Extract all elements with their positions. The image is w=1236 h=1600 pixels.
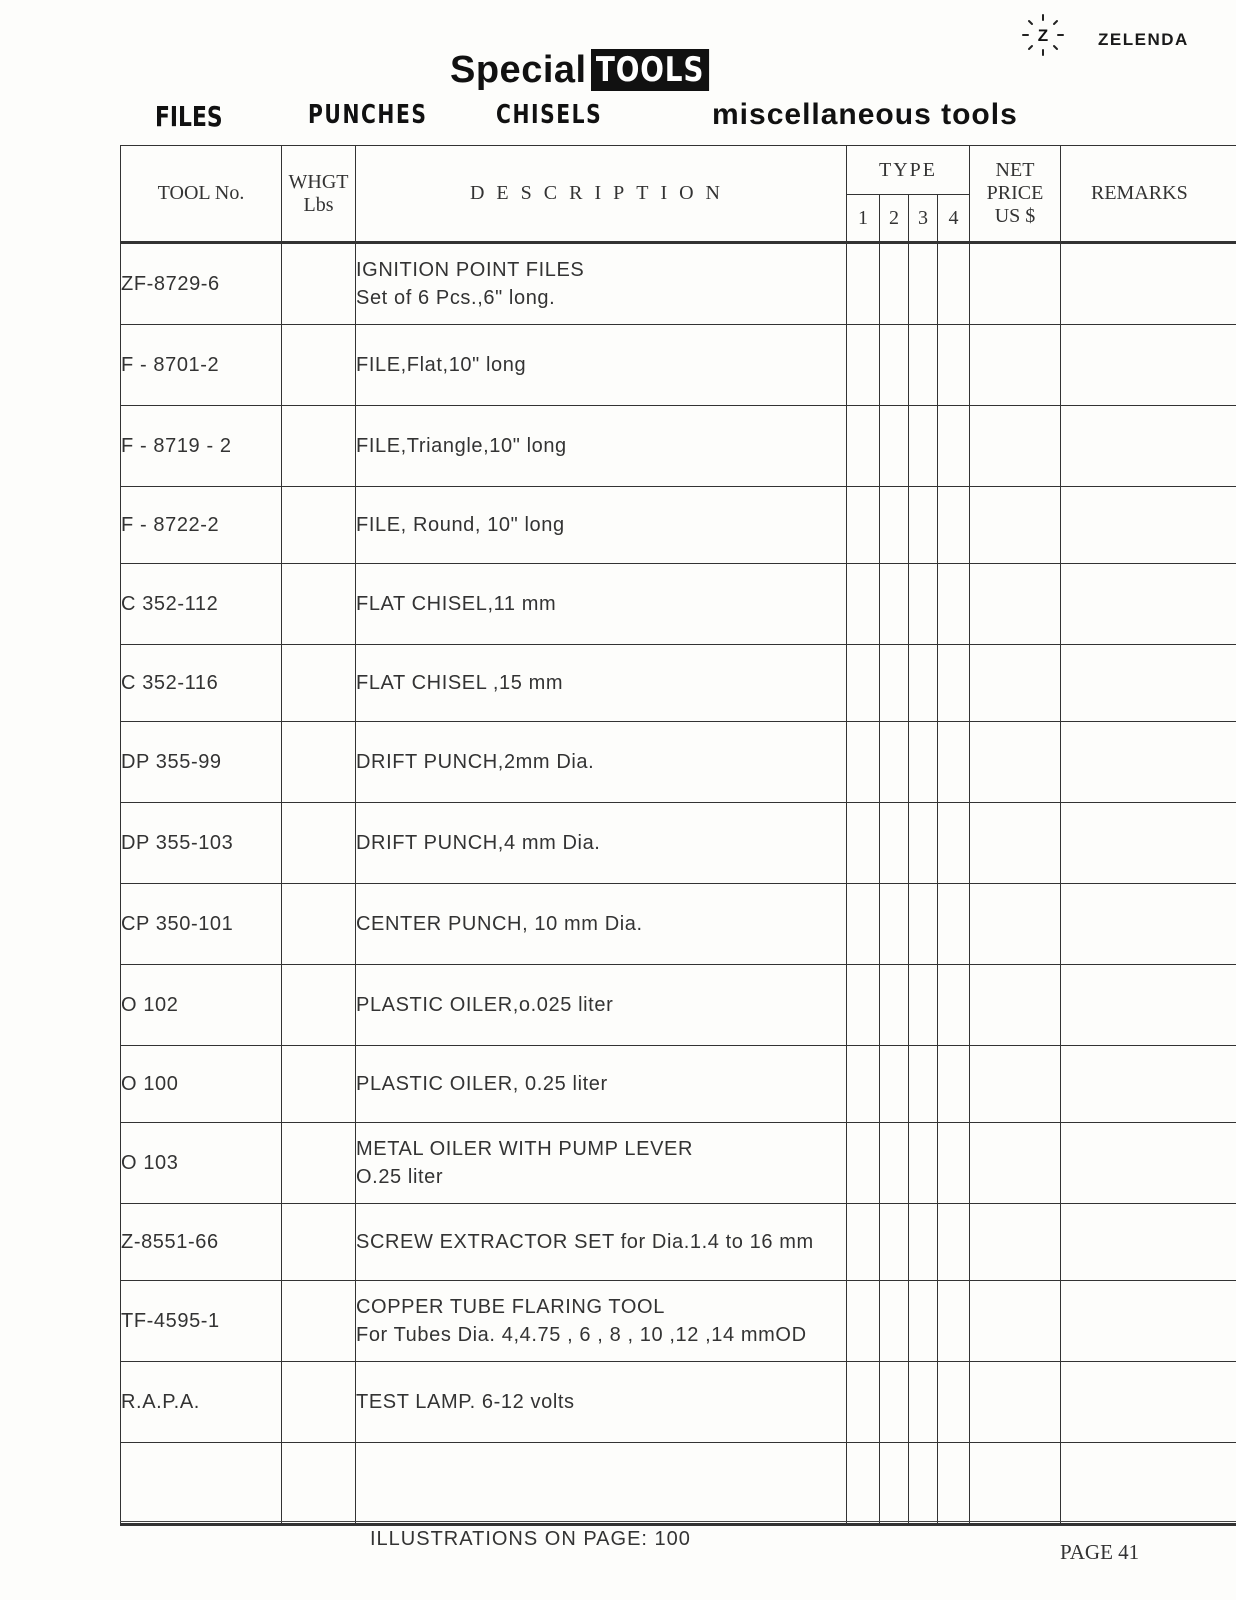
empty-cell (880, 1443, 909, 1525)
cell-tool-no: Z-8551-66 (121, 1204, 282, 1281)
description-line1: DRIFT PUNCH,4 mm Dia. (356, 832, 601, 854)
cell-weight (282, 1362, 356, 1443)
cell-remarks (1061, 1281, 1236, 1362)
page-number: PAGE 41 (1060, 1540, 1140, 1564)
description-line1: DRIFT PUNCH,2mm Dia. (356, 751, 595, 773)
cell-weight (282, 1123, 356, 1204)
cell-description (356, 722, 847, 803)
cell-remarks (1061, 1046, 1236, 1123)
cell-type-1 (847, 1204, 880, 1281)
cell-description (356, 645, 847, 722)
cell-type-2 (880, 1204, 909, 1281)
cell-type-1 (847, 564, 880, 645)
cell-description (356, 325, 847, 406)
cell-type-1 (847, 884, 880, 965)
header-description: DESCRIPTION (356, 146, 847, 243)
table-row-empty (121, 1443, 1236, 1525)
cell-type-3 (909, 487, 938, 564)
description-line1: COPPER TUBE FLARING TOOL (356, 1296, 665, 1318)
cell-remarks (1061, 1362, 1236, 1443)
cell-type-4 (938, 1204, 970, 1281)
cell-weight (282, 487, 356, 564)
cell-description (356, 243, 847, 325)
cell-description (356, 884, 847, 965)
cell-type-1 (847, 803, 880, 884)
footer-illustrations-note: ILLUSTRATIONS ON PAGE: 100 (370, 1528, 691, 1550)
cell-type-4 (938, 645, 970, 722)
header-net-price (970, 146, 1061, 243)
cell-remarks (1061, 243, 1236, 325)
cell-weight (282, 722, 356, 803)
header-type-3: 3 (909, 195, 938, 243)
table-row (121, 564, 1236, 645)
description-line2: For Tubes Dia. 4,4.75 , 6 , 8 , 10 ,12 ,14 mmOD (356, 1324, 807, 1346)
cell-type-1 (847, 325, 880, 406)
cell-tool-no: C 352-112 (121, 564, 282, 645)
cell-weight (282, 564, 356, 645)
cell-remarks (1061, 1204, 1236, 1281)
cell-net-price (970, 803, 1061, 884)
table-row (121, 1123, 1236, 1204)
empty-cell (356, 1443, 847, 1525)
cell-net-price (970, 406, 1061, 487)
cell-type-4 (938, 722, 970, 803)
cell-tool-no: F - 8701-2 (121, 325, 282, 406)
cell-type-1 (847, 487, 880, 564)
cell-description (356, 487, 847, 564)
cell-weight (282, 1204, 356, 1281)
subheading-misc: miscellaneous tools (712, 98, 1018, 131)
cell-type-4 (938, 564, 970, 645)
cell-description (356, 803, 847, 884)
description-line2: O.25 liter (356, 1166, 444, 1188)
cell-remarks (1061, 722, 1236, 803)
cell-remarks (1061, 803, 1236, 884)
cell-type-1 (847, 645, 880, 722)
table-row (121, 487, 1236, 564)
cell-weight (282, 645, 356, 722)
cell-weight (282, 884, 356, 965)
zelenda-sunburst-icon (1020, 12, 1066, 58)
table-row (121, 325, 1236, 406)
cell-net-price (970, 1362, 1061, 1443)
table-row (121, 1204, 1236, 1281)
description-line1: FLAT CHISEL ,15 mm (356, 672, 564, 694)
cell-weight (282, 406, 356, 487)
cell-type-1 (847, 722, 880, 803)
cell-net-price (970, 722, 1061, 803)
cell-description (356, 1204, 847, 1281)
cell-type-4 (938, 1281, 970, 1362)
cell-net-price (970, 645, 1061, 722)
header-tool-no: TOOL No. (121, 146, 282, 243)
header-type: TYPE (847, 146, 970, 195)
cell-type-1 (847, 1281, 880, 1362)
empty-cell (282, 1443, 356, 1525)
cell-description (356, 406, 847, 487)
header-type-4: 4 (938, 195, 970, 243)
table-row (121, 965, 1236, 1046)
cell-net-price (970, 1046, 1061, 1123)
cell-type-4 (938, 965, 970, 1046)
table-row (121, 803, 1236, 884)
cell-type-4 (938, 1123, 970, 1204)
cell-type-3 (909, 803, 938, 884)
cell-type-2 (880, 645, 909, 722)
empty-cell (847, 1443, 880, 1525)
table-row (121, 645, 1236, 722)
cell-tool-no: C 352-116 (121, 645, 282, 722)
cell-net-price (970, 1281, 1061, 1362)
cell-net-price (970, 1123, 1061, 1204)
page-title (450, 46, 735, 94)
cell-type-2 (880, 406, 909, 487)
cell-type-4 (938, 406, 970, 487)
cell-tool-no: O 103 (121, 1123, 282, 1204)
cell-type-2 (880, 487, 909, 564)
title-tools-badge: TOOLS (591, 49, 709, 91)
cell-type-2 (880, 965, 909, 1046)
cell-tool-no: F - 8722-2 (121, 487, 282, 564)
cell-weight (282, 803, 356, 884)
cell-type-2 (880, 243, 909, 325)
table-row (121, 1281, 1236, 1362)
table-row (121, 1046, 1236, 1123)
cell-type-3 (909, 1281, 938, 1362)
cell-type-3 (909, 1204, 938, 1281)
cell-net-price (970, 564, 1061, 645)
header-weight (282, 146, 356, 243)
cell-type-4 (938, 803, 970, 884)
cell-tool-no: R.A.P.A. (121, 1362, 282, 1443)
subheading-chisels: CHISELS (496, 100, 603, 130)
description-line1: FILE, Round, 10" long (356, 514, 565, 536)
cell-net-price (970, 325, 1061, 406)
description-line1: FLAT CHISEL,11 mm (356, 593, 557, 615)
title-special: Special (450, 48, 587, 91)
empty-cell (121, 1443, 282, 1525)
empty-cell (938, 1443, 970, 1525)
description-line1: FILE,Triangle,10" long (356, 435, 567, 457)
cell-type-4 (938, 1362, 970, 1443)
table-row (121, 884, 1236, 965)
cell-type-2 (880, 564, 909, 645)
cell-type-4 (938, 325, 970, 406)
brand-logo (1020, 12, 1236, 62)
cell-type-2 (880, 1046, 909, 1123)
cell-weight (282, 1046, 356, 1123)
description-line1: CENTER PUNCH, 10 mm Dia. (356, 913, 643, 935)
header-remarks: REMARKS (1061, 146, 1236, 243)
table-row (121, 1362, 1236, 1443)
cell-remarks (1061, 406, 1236, 487)
empty-cell (1061, 1443, 1236, 1525)
cell-type-3 (909, 884, 938, 965)
description-line1: IGNITION POINT FILES (356, 259, 585, 281)
cell-type-3 (909, 564, 938, 645)
cell-type-4 (938, 1046, 970, 1123)
cell-tool-no: TF-4595-1 (121, 1281, 282, 1362)
cell-type-3 (909, 1362, 938, 1443)
description-line1: FILE,Flat,10" long (356, 354, 527, 376)
cell-type-1 (847, 965, 880, 1046)
cell-tool-no: ZF-8729-6 (121, 243, 282, 325)
bottom-rule (120, 1521, 1236, 1522)
subheading-punches: PUNCHES (308, 100, 428, 130)
brand-name: ZELENDA (1098, 30, 1189, 49)
logo-mark-letter: Z (1037, 26, 1049, 45)
cell-type-4 (938, 487, 970, 564)
cell-type-1 (847, 1123, 880, 1204)
cell-remarks (1061, 645, 1236, 722)
cell-type-2 (880, 803, 909, 884)
tools-table (120, 145, 1236, 1526)
cell-description (356, 1281, 847, 1362)
header-weight-line1: WHGT (288, 170, 349, 193)
cell-type-2 (880, 1281, 909, 1362)
description-line1: METAL OILER WITH PUMP LEVER (356, 1138, 694, 1160)
cell-weight (282, 965, 356, 1046)
description-line2: Set of 6 Pcs.,6" long. (356, 287, 556, 309)
cell-type-1 (847, 1046, 880, 1123)
cell-type-1 (847, 243, 880, 325)
cell-remarks (1061, 965, 1236, 1046)
cell-net-price (970, 487, 1061, 564)
cell-type-3 (909, 325, 938, 406)
header-weight-line2: Lbs (303, 193, 334, 216)
cell-type-3 (909, 243, 938, 325)
cell-weight (282, 1281, 356, 1362)
cell-description (356, 965, 847, 1046)
header-price-line1: NET (995, 159, 1035, 181)
cell-type-2 (880, 884, 909, 965)
cell-type-3 (909, 1046, 938, 1123)
cell-net-price (970, 884, 1061, 965)
cell-type-2 (880, 1362, 909, 1443)
description-line1: PLASTIC OILER,o.025 liter (356, 994, 614, 1016)
table-row (121, 722, 1236, 803)
cell-net-price (970, 243, 1061, 325)
header-type-1: 1 (847, 195, 880, 243)
cell-type-2 (880, 325, 909, 406)
cell-remarks (1061, 884, 1236, 965)
cell-tool-no: DP 355-103 (121, 803, 282, 884)
cell-net-price (970, 1204, 1061, 1281)
cell-type-3 (909, 645, 938, 722)
header-type-2: 2 (880, 195, 909, 243)
empty-cell (909, 1443, 938, 1525)
table-row (121, 243, 1236, 325)
description-line1: SCREW EXTRACTOR SET for Dia.1.4 to 16 mm (356, 1231, 814, 1253)
cell-type-1 (847, 406, 880, 487)
cell-tool-no: DP 355-99 (121, 722, 282, 803)
cell-type-2 (880, 722, 909, 803)
subheading-files: FILES (155, 100, 223, 133)
cell-type-3 (909, 722, 938, 803)
empty-cell (970, 1443, 1061, 1525)
cell-description (356, 1046, 847, 1123)
cell-remarks (1061, 325, 1236, 406)
cell-type-3 (909, 406, 938, 487)
cell-weight (282, 325, 356, 406)
cell-remarks (1061, 1123, 1236, 1204)
cell-type-2 (880, 1123, 909, 1204)
cell-tool-no: F - 8719 - 2 (121, 406, 282, 487)
cell-net-price (970, 965, 1061, 1046)
cell-type-1 (847, 1362, 880, 1443)
description-line1: PLASTIC OILER, 0.25 liter (356, 1073, 608, 1095)
cell-remarks (1061, 564, 1236, 645)
header-price-line3: US $ (994, 205, 1036, 227)
cell-weight (282, 243, 356, 325)
cell-type-3 (909, 1123, 938, 1204)
cell-tool-no: O 102 (121, 965, 282, 1046)
header-price-line2: PRICE (986, 182, 1044, 204)
cell-description (356, 1362, 847, 1443)
description-line1: TEST LAMP. 6-12 volts (356, 1391, 575, 1413)
cell-type-4 (938, 884, 970, 965)
cell-description (356, 564, 847, 645)
table-row (121, 406, 1236, 487)
cell-description (356, 1123, 847, 1204)
cell-type-4 (938, 243, 970, 325)
cell-tool-no: CP 350-101 (121, 884, 282, 965)
cell-type-3 (909, 965, 938, 1046)
cell-tool-no: O 100 (121, 1046, 282, 1123)
cell-remarks (1061, 487, 1236, 564)
